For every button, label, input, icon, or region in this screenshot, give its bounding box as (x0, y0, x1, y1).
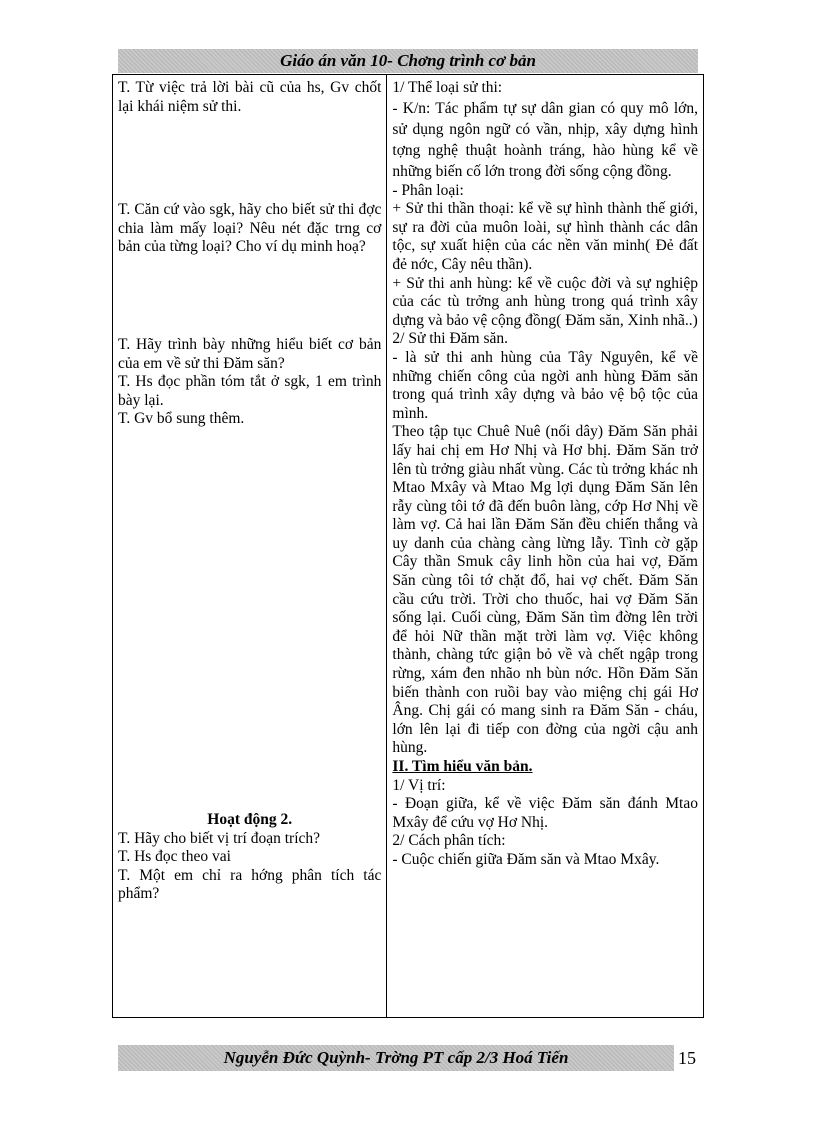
left-paragraph: T. Một em chỉ ra hớng phân tích tác phẩm? (118, 866, 382, 903)
left-paragraph: T. Hs đọc phần tóm tắt ở sgk, 1 em trình bày lại. (118, 373, 382, 409)
right-paragraph: - Đoạn giữa, kể về việc Đăm săn đánh Mtao Mxây để cứu vợ Hơ Nhị. (392, 795, 698, 831)
page-number: 15 (678, 1048, 696, 1068)
table-row (113, 75, 704, 1018)
lesson-table (112, 74, 704, 1018)
section-heading: II. Tìm hiểu văn bản. (392, 758, 533, 775)
footer-banner: Nguyễn Đức Quỳnh- Trờng PT cấp 2/3 Hoá Tiến (118, 1045, 674, 1071)
section-subheading: 2/ Cách phân tích: (392, 832, 506, 850)
left-paragraph: T. Từ việc trả lời bài cũ của hs, Gv chốt lại khái niệm sử thi. (118, 79, 382, 115)
left-paragraph: T. Hs đọc theo vai (118, 848, 231, 866)
left-paragraph: T. Hãy trình bày những hiểu biết cơ bản của em về sử thi Đăm săn? (118, 335, 382, 372)
section-subheading: 1/ Thể loại sử thi: (392, 79, 503, 96)
right-paragraph: - Phân loại: (392, 181, 464, 199)
header-banner: Giáo án văn 10- Chơng trình cơ bản (118, 49, 698, 73)
section-subheading: 1/ Vị trí: (392, 776, 446, 794)
section-subheading: 2/ Sử thi Đăm săn. (392, 330, 508, 348)
left-paragraph: T. Hãy cho biết vị trí đoạn trích? (118, 829, 321, 847)
left-paragraph: T. Căn cứ vào sgk, hãy cho biết sử thi đợc chia làm mấy loại? Nêu nét đặc trng cơ bản của từng loại? Cho ví dụ minh hoạ? (118, 201, 382, 256)
right-paragraph: - K/n: Tác phẩm tự sự dân gian có quy mô lớn, sử dụng ngôn ngữ có vần, nhịp, xây dựng hình tợng nghệ thuật hoành tráng, hào hùng kể về những biến cố lớn trong đời sống cộng đồng. (392, 99, 698, 180)
content-column (387, 75, 704, 1018)
right-paragraph: + Sử thi anh hùng: kể về cuộc đời và sự nghiệp của các tù trởng anh hùng trong quá trình xây dựng và bảo vệ cộng đồng( Đăm săn, Xinh nhã..) (392, 274, 698, 329)
story-summary: Theo tập tục Chuê Nuê (nối dây) Đăm Săn phải lấy hai chị em Hơ Nhị và Hơ bhị. Đăm Săn trở lên tù trởng giàu nhất vùng. Các tù trởng khác nh Mtao Mxây và Mtao Mg lợi dụng Đăm Săn lên rẫy cùng tôi tớ đã đến buôn làng, cớp Hơ Nhị về làm vợ. Cả hai lần Đăm Săn đều chiến thắng và uy danh của chàng càng lừng lẫy. Tình cờ gặp Cây thần Smuk cây linh hồn của hai vợ, Đăm Săn cùng tôi tớ chặt đổ, hai vợ chết. Đăm Săn cầu cứu trời. Trời cho thuốc, hai vợ Đăm Săn sống lại. Cuối cùng, Đăm Săn tìm đờng lên trời để hỏi Nữ thần mặt trời làm vợ. Việc không thành, chàng tức giận bỏ về và chết ngập trong rừng, xám đen nhão nh bùn nớc. Hồn Đăm Săn biến thành con ruồi bay vào miệng chị gái Hơ Âng. Chị gái có mang sinh ra Đăm Săn - cháu, lớn lên lại đi tiếp con đờng của ngời cậu anh hùng. (392, 423, 698, 757)
right-paragraph: - là sử thi anh hùng của Tây Nguyên, kể về những chiến công của ngời anh hùng Đăm săn trong quá trình xây dựng và bảo vệ bộ tộc của mình. (392, 348, 698, 422)
right-paragraph: - Cuộc chiến giữa Đăm săn và Mtao Mxây. (392, 850, 660, 868)
activity-heading: Hoạt động 2. (207, 810, 293, 828)
left-paragraph: T. Gv bổ sung thêm. (118, 410, 245, 428)
teacher-activities-column (113, 75, 387, 1018)
right-paragraph: + Sử thi thần thoại: kể về sự hình thành thế giới, sự ra đời của muôn loài, sự hình thành các dân tộc, sự xuất hiện của các nền văn minh( Đẻ đất đẻ nớc, Cây nêu thần). (392, 200, 698, 273)
